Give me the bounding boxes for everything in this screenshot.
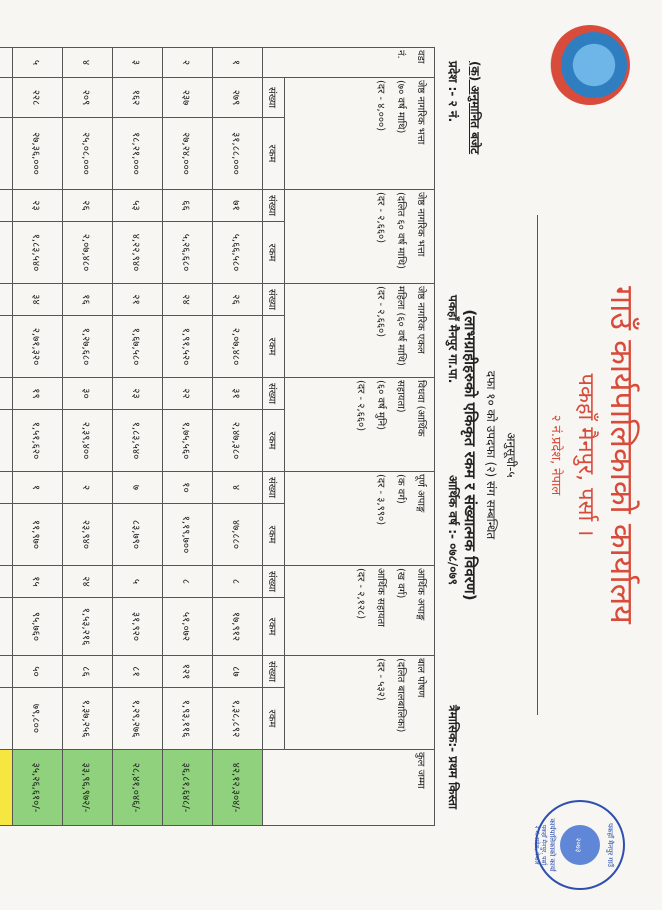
amount-cell: ७९,८०० xyxy=(13,688,63,750)
main-heading: (लाभग्राहीहरुको एकिकृत रकम र संख्यात्मक विवरण) xyxy=(461,309,479,601)
count-cell: १५ xyxy=(13,566,63,598)
amount-header: रकम xyxy=(263,688,285,750)
count-header: संख्या xyxy=(263,284,285,316)
amount-cell: १७,९१२ xyxy=(213,598,263,656)
group-header-line: आर्थिक अपाङ्ग xyxy=(415,568,426,621)
total-cell: ४२,१२,३०४/- xyxy=(213,750,263,826)
count-cell: २४ xyxy=(163,284,213,316)
amount-cell: १,७५,५६० xyxy=(163,410,213,472)
group-header-line: (दर - ३,९९०) xyxy=(375,474,386,526)
group-header xyxy=(285,656,435,750)
group-header-line: (दर - २,६६०) xyxy=(375,192,386,244)
table-row xyxy=(13,48,63,826)
fiscal-year-label: आर्थिक वर्ष :- ०७८/०७९ xyxy=(446,475,460,585)
count-cell: ७ xyxy=(113,472,163,504)
installment-label: त्रैमासिक:- प्रथम किस्ता xyxy=(446,705,460,810)
municipality-label: पकहाँ मैनपुर गा.पा. xyxy=(446,295,460,384)
amount-header: रकम xyxy=(263,598,285,656)
amount-cell: ९५,७६० xyxy=(13,598,63,656)
count-cell: २३ xyxy=(13,190,63,222)
group-header-line: (दलित ६० वर्ष माथि) xyxy=(395,192,406,270)
group-header xyxy=(285,284,435,378)
beneficiary-table xyxy=(0,47,435,826)
count-cell: २६ xyxy=(213,284,263,316)
group-header-line: महिला (६० वर्ष माथि) xyxy=(395,286,406,366)
table-row xyxy=(113,48,163,826)
amount-cell: २,०७,४८० xyxy=(63,222,113,284)
table-row xyxy=(213,48,263,826)
office-title: गाउँ कार्यपालिकाको कार्यालय xyxy=(603,286,641,624)
amount-cell: १,८३,५४० xyxy=(113,410,163,472)
group-header xyxy=(285,566,435,656)
count-header: संख्या xyxy=(263,378,285,410)
count-cell: ३१ xyxy=(213,378,263,410)
amount-cell: २७,२४,००० xyxy=(163,118,213,190)
amount-cell: १,९३,११६ xyxy=(163,688,213,750)
count-cell: ८ xyxy=(213,566,263,598)
count-cell: ८१ xyxy=(113,656,163,688)
count-cell: ६६ xyxy=(163,190,213,222)
count-cell: २२८ xyxy=(13,78,63,118)
amount-cell: ५,२६,६८० xyxy=(163,222,213,284)
count-cell: ४ xyxy=(213,472,263,504)
count-cell: ८ xyxy=(163,566,213,598)
amount-cell: १,३८,८९२ xyxy=(213,688,263,750)
amount-cell: ११,९७० xyxy=(13,504,63,566)
group-header-line: जेष्ठ नागरिक भत्ता xyxy=(415,80,426,145)
count-cell: १६ xyxy=(63,284,113,316)
group-header-line: (क वर्ग) xyxy=(395,474,406,504)
count-cell: ३० xyxy=(63,378,113,410)
amount-header: रकम xyxy=(263,118,285,190)
total-cell: ३३,९६,९७२/- xyxy=(63,750,113,826)
amount-cell xyxy=(0,222,13,284)
count-header: संख्या xyxy=(263,190,285,222)
total-cell: ३५,२६,६१०/- xyxy=(13,750,63,826)
group-header-line: (दर - २,६६०) xyxy=(355,380,366,432)
budget-label: (क) अनुमानित बजेट xyxy=(468,61,482,155)
count-cell xyxy=(0,190,13,222)
amount-cell: १,२९,२७६ xyxy=(113,688,163,750)
table-row xyxy=(163,48,213,826)
amount-cell: ३१,९२० xyxy=(113,598,163,656)
group-header-line: (दर - २,६६०) xyxy=(375,286,386,338)
amount-cell: २,०७,४८० xyxy=(213,316,263,378)
total-cell: २८,४१,०४६/- xyxy=(113,750,163,826)
group-header xyxy=(285,472,435,566)
stamp-line: कार्यपालिकाको कार्या xyxy=(548,818,556,872)
amount-cell: १,१९,७०० xyxy=(163,504,213,566)
amount-cell: १,३७,२५६ xyxy=(63,688,113,750)
count-cell xyxy=(0,566,13,598)
group-header-line: जेष्ठ नागरिक एकल xyxy=(415,286,426,354)
count-header: संख्या xyxy=(263,566,285,598)
stamp-line: पकहाँ मैनपुर गाउँ xyxy=(606,823,614,867)
total-header: कुल जम्मा xyxy=(263,750,435,826)
table-header-row xyxy=(285,48,435,826)
count-cell: ५३ xyxy=(113,190,163,222)
group-header-line: विधवा (आर्थिक सहायता) xyxy=(395,380,426,437)
header-divider xyxy=(537,215,538,715)
amount-cell: २३,९४० xyxy=(63,504,113,566)
amount-cell: २५,०८,००० xyxy=(63,118,113,190)
annex-label: अनुसूची-५ xyxy=(504,432,518,478)
amount-cell: ८३,७९० xyxy=(113,504,163,566)
amount-cell: ५,६६,५८० xyxy=(213,222,263,284)
group-header-line: (दलित बालबालिका) xyxy=(395,658,406,733)
group-header-line: (दर - २,१२८) xyxy=(355,568,366,620)
group-header-line: जेष्ठ नागरिक भत्ता xyxy=(415,192,426,257)
ward-cell: ३ xyxy=(113,48,163,78)
rule-reference: दफा १० को उपदफा (२) संग सम्बन्धित xyxy=(484,370,498,540)
amount-cell: २,७१,३२० xyxy=(13,316,63,378)
count-cell: २३७ xyxy=(163,78,213,118)
count-cell: ८६ xyxy=(63,656,113,688)
amount-cell xyxy=(0,504,13,566)
count-cell xyxy=(0,378,13,410)
amount-cell: ४७,८८० xyxy=(213,504,263,566)
group-header-line: (७० वर्ष माथि) xyxy=(395,80,406,134)
amount-header: रकम xyxy=(263,316,285,378)
group-header-line: आर्थिक सहायता xyxy=(375,568,386,627)
amount-cell xyxy=(0,598,13,656)
count-cell: २३ xyxy=(113,378,163,410)
stamp-line: पकहाँ मैनपुर, पर्सा xyxy=(540,824,547,866)
group-header-line: (दर - ४,०००) xyxy=(375,80,386,132)
amount-cell xyxy=(0,316,13,378)
table-row xyxy=(63,48,113,826)
group-header xyxy=(285,378,435,472)
stamp-line: २ नं. प्रदेश, नेपाल xyxy=(533,825,540,865)
count-cell: ७१ xyxy=(213,190,263,222)
total-cell xyxy=(0,750,13,826)
table-subheader-row xyxy=(263,48,285,826)
ward-cell: ५ xyxy=(13,48,63,78)
count-cell: २७९ xyxy=(213,78,263,118)
amount-cell: २७,३६,००० xyxy=(13,118,63,190)
amount-header: रकम xyxy=(263,504,285,566)
ward-cell xyxy=(0,48,13,78)
count-cell: २६ xyxy=(63,190,113,222)
amount-cell: १,२७,६८० xyxy=(63,316,113,378)
amount-cell xyxy=(0,410,13,472)
count-cell xyxy=(0,656,13,688)
ward-cell: १ xyxy=(213,48,263,78)
ward-header: वडा नं. xyxy=(263,48,435,78)
count-cell: १ xyxy=(13,472,63,504)
count-header: संख्या xyxy=(263,472,285,504)
amount-cell: १,८३,५४० xyxy=(13,222,63,284)
amount-cell: १,६७,५८० xyxy=(113,316,163,378)
count-cell: ८७ xyxy=(213,656,263,688)
count-header: संख्या xyxy=(263,78,285,118)
amount-header: रकम xyxy=(263,410,285,472)
group-header-line: (ख वर्ग) xyxy=(395,568,406,599)
province-label: प्रदेश :- २ नं. xyxy=(446,61,460,123)
count-cell xyxy=(0,284,13,316)
amount-cell xyxy=(0,118,13,190)
group-header-line: पूर्ण अपाङ्ग xyxy=(415,474,426,513)
table-row xyxy=(0,48,13,826)
count-cell xyxy=(0,78,13,118)
count-cell xyxy=(0,472,13,504)
count-cell: १९ xyxy=(13,378,63,410)
count-cell: २२ xyxy=(163,378,213,410)
count-cell: २ xyxy=(63,472,113,504)
count-cell: १२१ xyxy=(163,656,213,688)
rotated-document xyxy=(0,5,650,905)
amount-cell: ५१,०७२ xyxy=(163,598,213,656)
count-cell: २१ xyxy=(113,284,163,316)
amount-cell: १,५१,६२० xyxy=(13,410,63,472)
amount-cell: २,४७,३८० xyxy=(213,410,263,472)
amount-header: रकम xyxy=(263,222,285,284)
count-cell: २०९ xyxy=(63,78,113,118)
amount-cell: २,३९,४०० xyxy=(63,410,113,472)
office-address: २ नं.प्रदेश, नेपाल xyxy=(548,414,563,496)
amount-cell xyxy=(0,688,13,750)
stamp-line: २०७३ xyxy=(574,837,582,853)
ward-cell: २ xyxy=(163,48,213,78)
ward-cell: ४ xyxy=(63,48,113,78)
group-header-line: (दर - ५३२) xyxy=(375,658,386,701)
amount-cell: १,५३,२१६ xyxy=(63,598,113,656)
amount-cell: ३१,८८,००० xyxy=(213,118,263,190)
count-cell: ३४ xyxy=(13,284,63,316)
group-header-line: (६० वर्ष मुनि) xyxy=(375,380,386,431)
group-header-line: बाल पोषण xyxy=(415,658,426,698)
amount-cell: १८,२१,००० xyxy=(113,118,163,190)
count-cell: २४ xyxy=(63,566,113,598)
count-cell: ५ xyxy=(113,566,163,598)
count-cell: ५० xyxy=(13,656,63,688)
total-cell: ३६,८१,६४८/- xyxy=(163,750,213,826)
group-header xyxy=(285,78,435,190)
amount-cell: १,९१,५२० xyxy=(163,316,213,378)
office-subtitle: पकहाँ मैनपुर, पर्सा । xyxy=(573,373,598,537)
count-cell: १० xyxy=(163,472,213,504)
group-header xyxy=(285,190,435,284)
amount-cell: ४,२२,९४० xyxy=(113,222,163,284)
count-cell: १६२ xyxy=(113,78,163,118)
count-header: संख्या xyxy=(263,656,285,688)
